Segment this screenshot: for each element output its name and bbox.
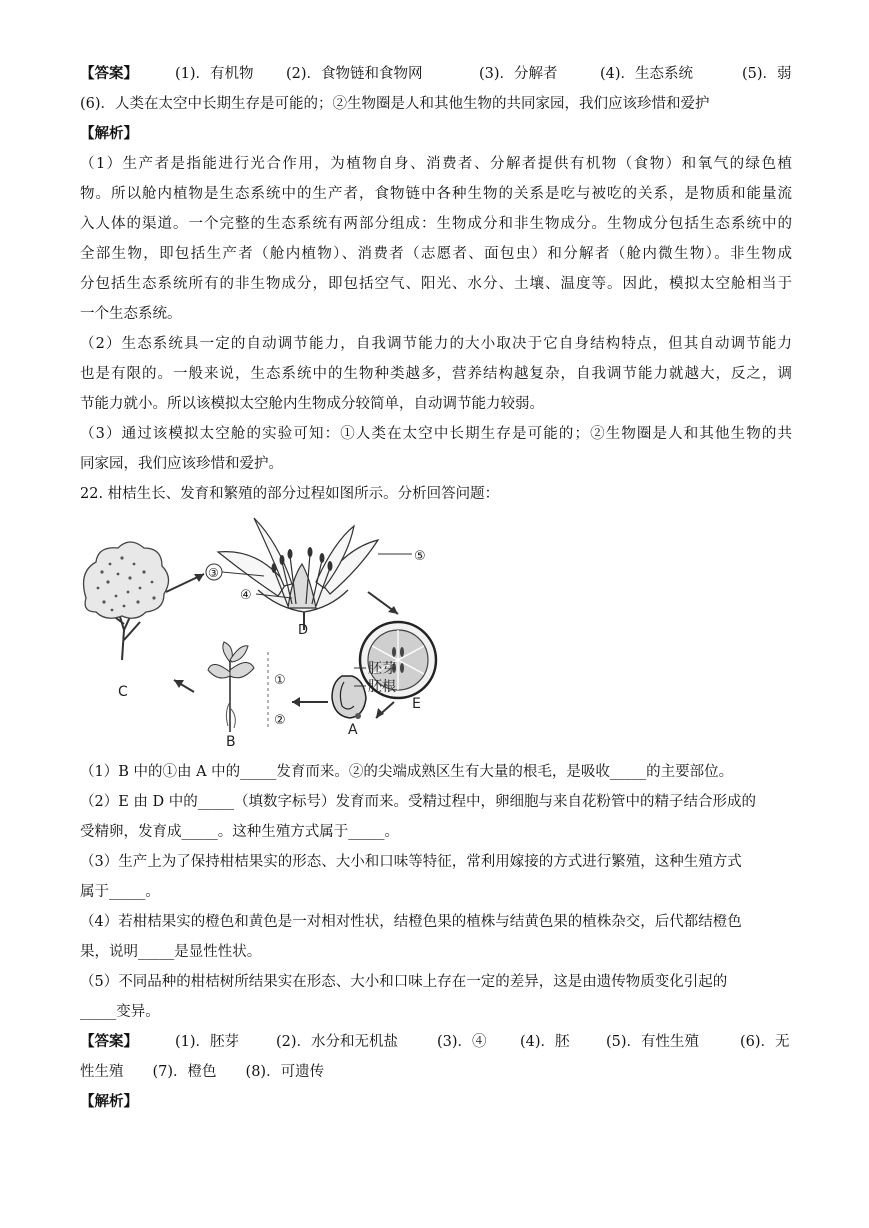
analysis-paragraph-line: 一个生态系统。 — [80, 306, 182, 322]
answer-item: (1)．有机物 — [175, 66, 254, 82]
seedling-illustration — [208, 642, 254, 732]
label-5: ⑤ — [414, 549, 426, 564]
analysis-paragraph-line: 全部生物，即包括生产者（舱内植物）、消费者（志愿者、面包虫）和分解者（舱内微生物）。非生物成 — [80, 246, 792, 262]
analysis-paragraph-line: （1）生产者是指能进行光合作用，为植物自身、消费者、分解者提供有机物（食物）和氧气的绿色植 — [80, 156, 792, 172]
label-embryo-bud: 胚芽 — [368, 661, 396, 677]
label-d: D — [298, 623, 309, 638]
answer-item: (5)．有性生殖 — [606, 1034, 700, 1050]
label-c: C — [118, 684, 128, 700]
analysis-paragraph-line: 节能力就小。所以该模拟太空舱内生物成分较简单，自动调节能力较弱。 — [80, 396, 544, 412]
analysis-paragraph-line: 物。所以舱内植物是生态系统中的生产者，食物链中各种生物的关系是吃与被吃的关系，是物质和能量流 — [80, 186, 792, 202]
answer-item: (5)．弱 — [742, 66, 792, 82]
question-line: （2）E 由 D 中的_____（填数字标号）发育而来。受精过程中，卵细胞与来自花粉管中的精子结合形成的 — [80, 794, 757, 810]
label-b: B — [226, 734, 236, 750]
answer-item: (4)．胚 — [520, 1034, 570, 1050]
arrow-head — [376, 708, 384, 718]
question-line: （1）B 中的①由 A 中的_____发育而来。②的尖端成熟区生有大量的根毛，是吸收_____的主要部位。 — [80, 764, 734, 780]
answer-item: (3)．分解者 — [479, 66, 558, 82]
analysis-paragraph-line: 同家园，我们应该珍惜和爱护。 — [80, 456, 283, 472]
question-line: 果，说明_____是显性性状。 — [80, 944, 262, 960]
label-e: E — [412, 696, 421, 712]
arrow-head — [292, 697, 300, 707]
answer-line-2: (6)．人类在太空中长期生存是可能的；②生物圈是人和其他生物的共同家园，我们应该珍惜和爱护 — [80, 96, 710, 112]
question-line: （4）若柑桔果实的橙色和黄色是一对相对性状，结橙色果的植株与结黄色果的植株杂交，后代都结橙色 — [80, 914, 742, 930]
answer-item: (3)．④ — [437, 1034, 487, 1050]
answer-item: (1)．胚芽 — [175, 1034, 240, 1050]
analysis-paragraph-line: 入人体的渠道。一个完整的生态系统有两部分组成：生物成分和非生物成分。生物成分包括生态系统中的 — [80, 216, 792, 232]
answer-row-1 — [80, 64, 792, 84]
label-2: ② — [274, 713, 286, 728]
analysis-paragraph-line: 也是有限的。一般来说，生态系统中的生物种类越多，营养结构越复杂，自我调节能力就越大，反之，调 — [80, 366, 792, 382]
answer-item: (2)．水分和无机盐 — [276, 1034, 399, 1050]
citrus-lifecycle-diagram — [78, 512, 438, 750]
answer-line-2: 性生殖 (7)．橙色 (8)．可遗传 — [80, 1064, 325, 1080]
analysis-label: 【解析】 — [80, 125, 138, 142]
question-line: （3）生产上为了保持柑桔果实的形态、大小和口味等特征，常利用嫁接的方式进行繁殖，这种生殖方式 — [80, 854, 742, 870]
label-a: A — [348, 722, 358, 738]
tree-illustration — [84, 542, 169, 660]
seed-illustration — [332, 676, 366, 719]
answer-row-2 — [80, 1032, 792, 1052]
answer-item: (4)．生态系统 — [600, 66, 694, 82]
analysis-paragraph-line: （2）生态系统具一定的自动调节能力，自我调节能力的大小取决于它自身结构特点，但其自动调节能力 — [80, 336, 792, 352]
answer-label: 【答案】 — [80, 65, 138, 82]
label-embryo-root: 胚根 — [368, 679, 396, 695]
question-line: 属于_____。 — [80, 884, 160, 900]
analysis-paragraph-line: （3）通过该模拟太空舱的实验可知：①人类在太空中长期生存是可能的；②生物圈是人和其他生物的共 — [80, 426, 792, 442]
question-line: _____变异。 — [80, 1004, 160, 1020]
answer-item: (6)．无 — [740, 1034, 790, 1050]
answer-item: (2)．食物链和食物网 — [286, 66, 423, 82]
question-line: （5）不同品种的柑桔树所结果实在形态、大小和口味上存在一定的差异，这是由遗传物质变化引起的 — [80, 974, 728, 990]
question-stem: 22. 柑桔生长、发育和繁殖的部分过程如图所示。分析回答问题： — [80, 486, 500, 502]
label-1: ① — [274, 673, 286, 688]
answer-label: 【答案】 — [80, 1033, 138, 1050]
label-3: ③ — [208, 566, 219, 580]
question-line: 受精卵，发育成_____。这种生殖方式属于_____。 — [80, 824, 399, 840]
label-4: ④ — [240, 588, 252, 603]
analysis-label: 【解析】 — [80, 1093, 138, 1110]
analysis-paragraph-line: 分包括生态系统所有的非生物成分，即包括空气、阳光、水分、土壤、温度等。因此，模拟太空舱相当于 — [80, 276, 792, 292]
